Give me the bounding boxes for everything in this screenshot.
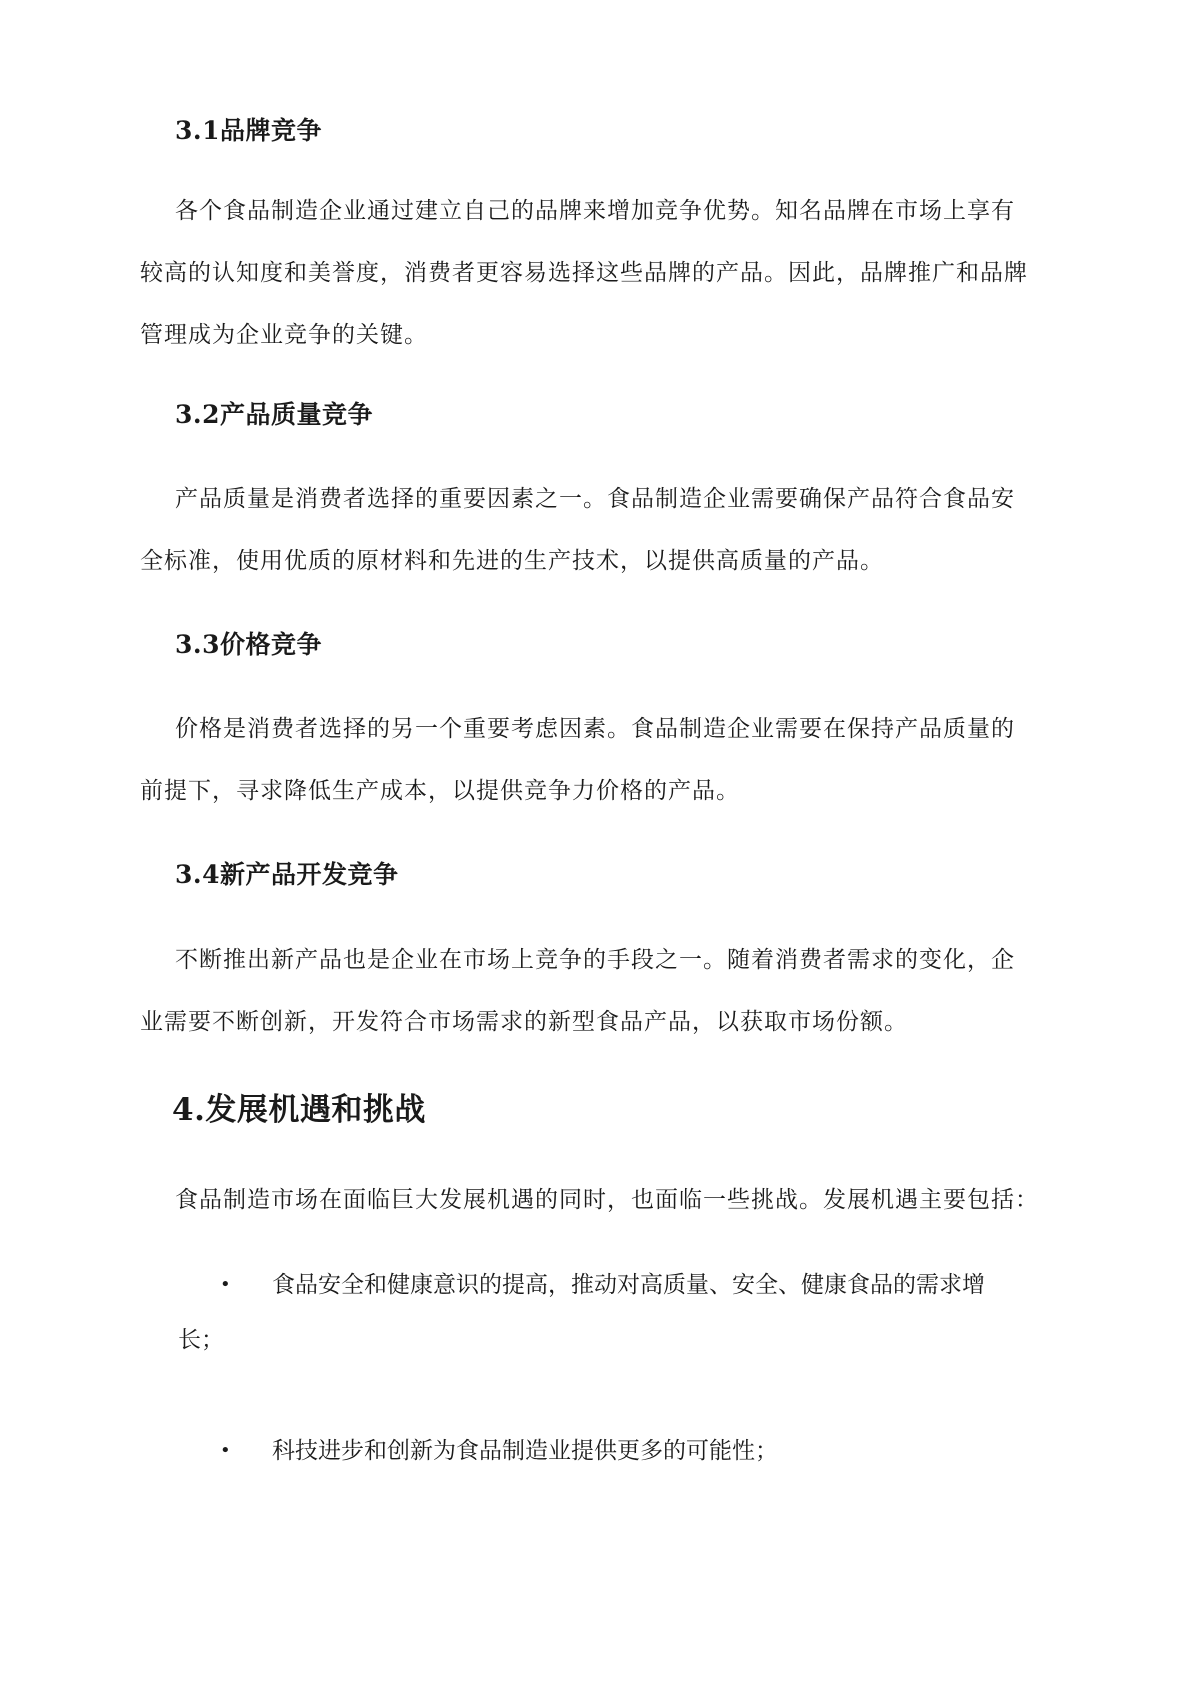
bullet-item-1-line-1: 食品安全和健康意识的提高，推动对高质量、安全、健康食品的需求增 (272, 1272, 985, 1298)
bullet-marker: • (220, 1440, 231, 1461)
bullet-marker: • (220, 1274, 231, 1295)
chapter-intro: 食品制造市场在面临巨大发展机遇的同时，也面临一些挑战。发展机遇主要包括： (175, 1187, 1039, 1213)
bullet-item-1-line-2: 长； (178, 1327, 224, 1353)
paragraph-line: 较高的认知度和美誉度，消费者更容易选择这些品牌的产品。因此，品牌推广和品牌 (140, 260, 1028, 286)
paragraph-line: 价格是消费者选择的另一个重要考虑因素。食品制造企业需要在保持产品质量的 (175, 716, 1015, 742)
paragraph-line: 全标准，使用优质的原材料和先进的生产技术，以提供高质量的产品。 (140, 548, 884, 574)
section-heading-3-1: 3.1品牌竞争 (175, 116, 322, 145)
paragraph-line: 产品质量是消费者选择的重要因素之一。食品制造企业需要确保产品符合食品安 (175, 486, 1015, 512)
section-heading-3-3: 3.3价格竞争 (175, 630, 322, 659)
paragraph-line: 前提下，寻求降低生产成本，以提供竞争力价格的产品。 (140, 778, 740, 804)
section-paragraph-3-3 (140, 698, 1015, 822)
section-heading-3-2: 3.2产品质量竞争 (175, 400, 373, 429)
chapter-heading-4: 4.发展机遇和挑战 (172, 1092, 426, 1128)
section-paragraph-3-1 (140, 180, 1028, 366)
paragraph-line: 业需要不断创新，开发符合市场需求的新型食品产品，以获取市场份额。 (140, 1009, 908, 1035)
paragraph-line: 不断推出新产品也是企业在市场上竞争的手段之一。随着消费者需求的变化，企 (175, 947, 1015, 973)
section-paragraph-3-4 (140, 929, 1015, 1053)
bullet-item-2-line-1: 科技进步和创新为食品制造业提供更多的可能性； (272, 1438, 778, 1464)
paragraph-line: 各个食品制造企业通过建立自己的品牌来增加竞争优势。知名品牌在市场上享有 (175, 198, 1015, 224)
section-paragraph-3-2 (140, 468, 1015, 592)
section-heading-3-4: 3.4新产品开发竞争 (175, 860, 399, 889)
paragraph-line: 管理成为企业竞争的关键。 (140, 322, 428, 348)
